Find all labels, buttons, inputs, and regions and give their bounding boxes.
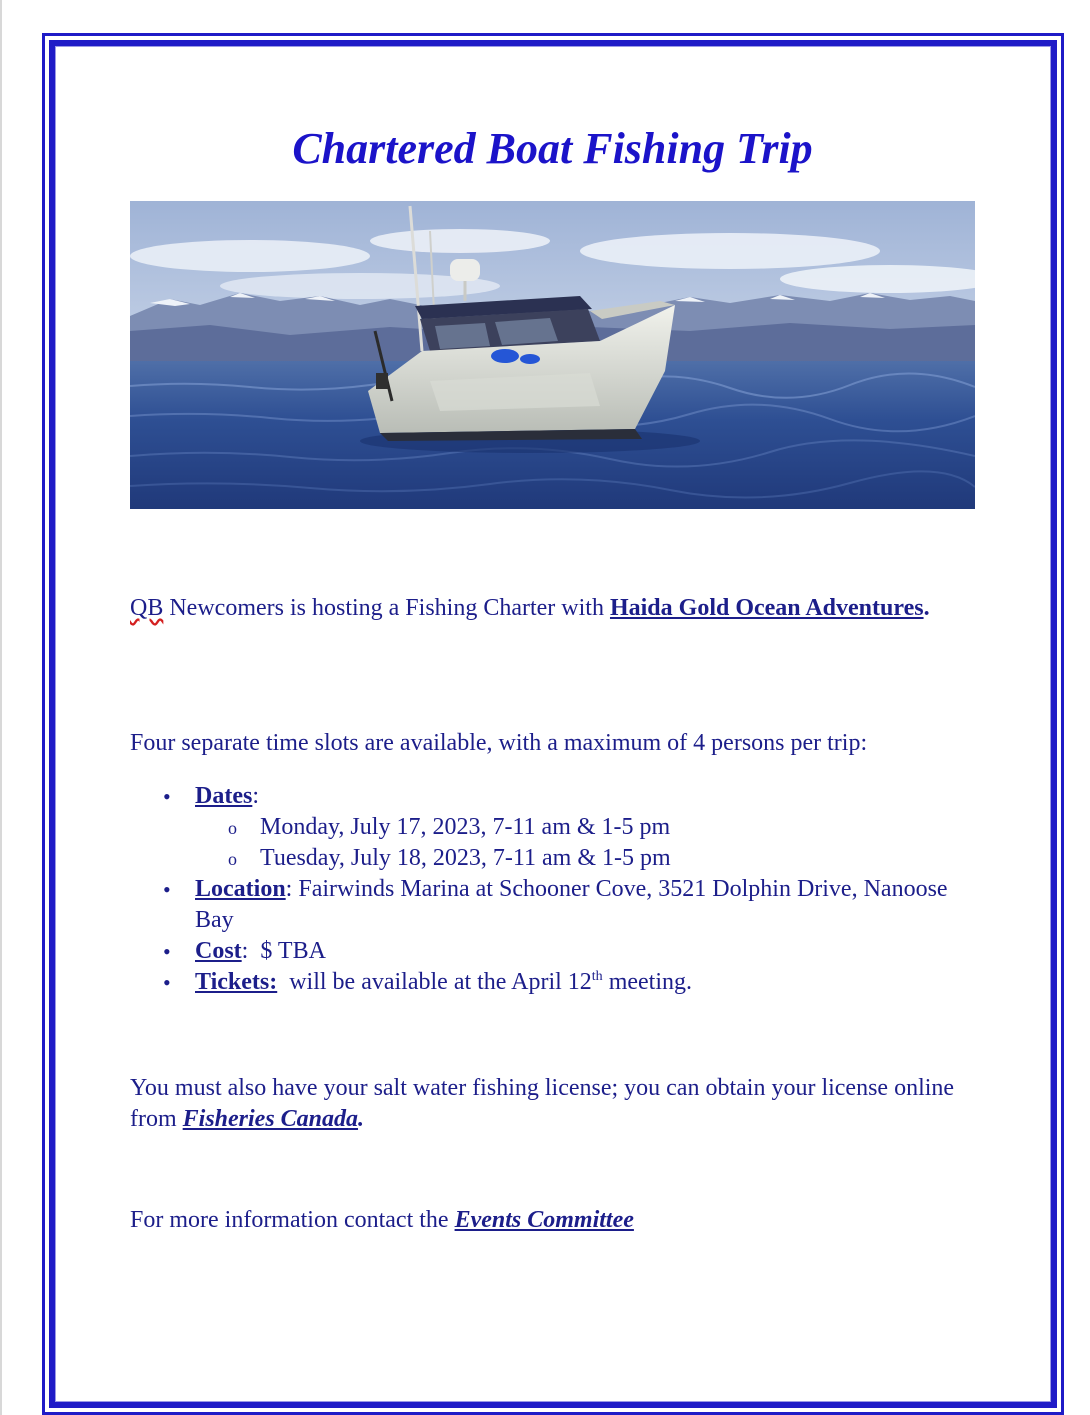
circle-bullet-icon: o — [228, 818, 237, 838]
fisheries-canada-link[interactable]: Fisheries Canada — [182, 1106, 359, 1132]
circle-bullet-icon: o — [228, 849, 237, 869]
contact-text: For more information contact the — [130, 1207, 455, 1233]
cost-label: Cost — [195, 938, 242, 964]
bullet-icon: • — [163, 877, 171, 902]
page-title: Chartered Boat Fishing Trip — [292, 124, 813, 173]
bullet-icon: • — [163, 970, 171, 995]
dates-label: Dates — [195, 783, 253, 809]
dates-sublist — [195, 812, 975, 874]
tickets-superscript: th — [591, 969, 603, 984]
location-label: Location — [195, 876, 286, 902]
list-item-location — [130, 874, 975, 936]
org-abbreviation: QB — [130, 595, 164, 621]
list-item-cost — [130, 936, 975, 967]
date-text: Monday, July 17, 2023, 7-11 am & 1-5 pm — [260, 814, 671, 840]
bullet-icon: • — [163, 939, 171, 964]
intro-text: Newcomers is hosting a Fishing Charter with — [163, 595, 610, 621]
list-item-dates — [130, 781, 975, 874]
location-text: : Fairwinds Marina at Schooner Cove, 3521 Dolphin Drive, Nanoose Bay — [195, 876, 948, 933]
license-text: You must also have your salt water fishing license; you can obtain your license online from — [130, 1075, 955, 1132]
tickets-text: will be available at the April 12 — [277, 969, 592, 995]
license-paragraph — [130, 1073, 975, 1135]
license-end: . — [358, 1106, 365, 1132]
dates-colon: : — [252, 783, 259, 809]
intro-paragraph — [130, 593, 975, 624]
list-item-date-2 — [195, 843, 975, 874]
contact-paragraph — [130, 1205, 975, 1236]
haida-gold-link[interactable]: Haida Gold Ocean Adventures — [609, 595, 924, 621]
boat-on-water-photo — [130, 201, 975, 509]
list-item-date-1 — [195, 812, 975, 843]
date-text: Tuesday, July 18, 2023, 7-11 am & 1-5 pm — [260, 845, 671, 871]
bullet-icon: • — [163, 784, 171, 809]
tickets-label: Tickets: — [195, 969, 278, 995]
list-item-tickets — [130, 967, 975, 998]
slots-paragraph: Four separate time slots are available, with a maximum of 4 persons per trip: — [130, 730, 868, 756]
window-edge — [0, 0, 2, 1415]
cost-text: : $ TBA — [241, 938, 326, 964]
events-committee-link[interactable]: Events Committee — [454, 1207, 634, 1233]
tickets-end: meeting. — [602, 969, 692, 995]
intro-end: . — [923, 595, 930, 621]
details-list — [130, 781, 975, 998]
